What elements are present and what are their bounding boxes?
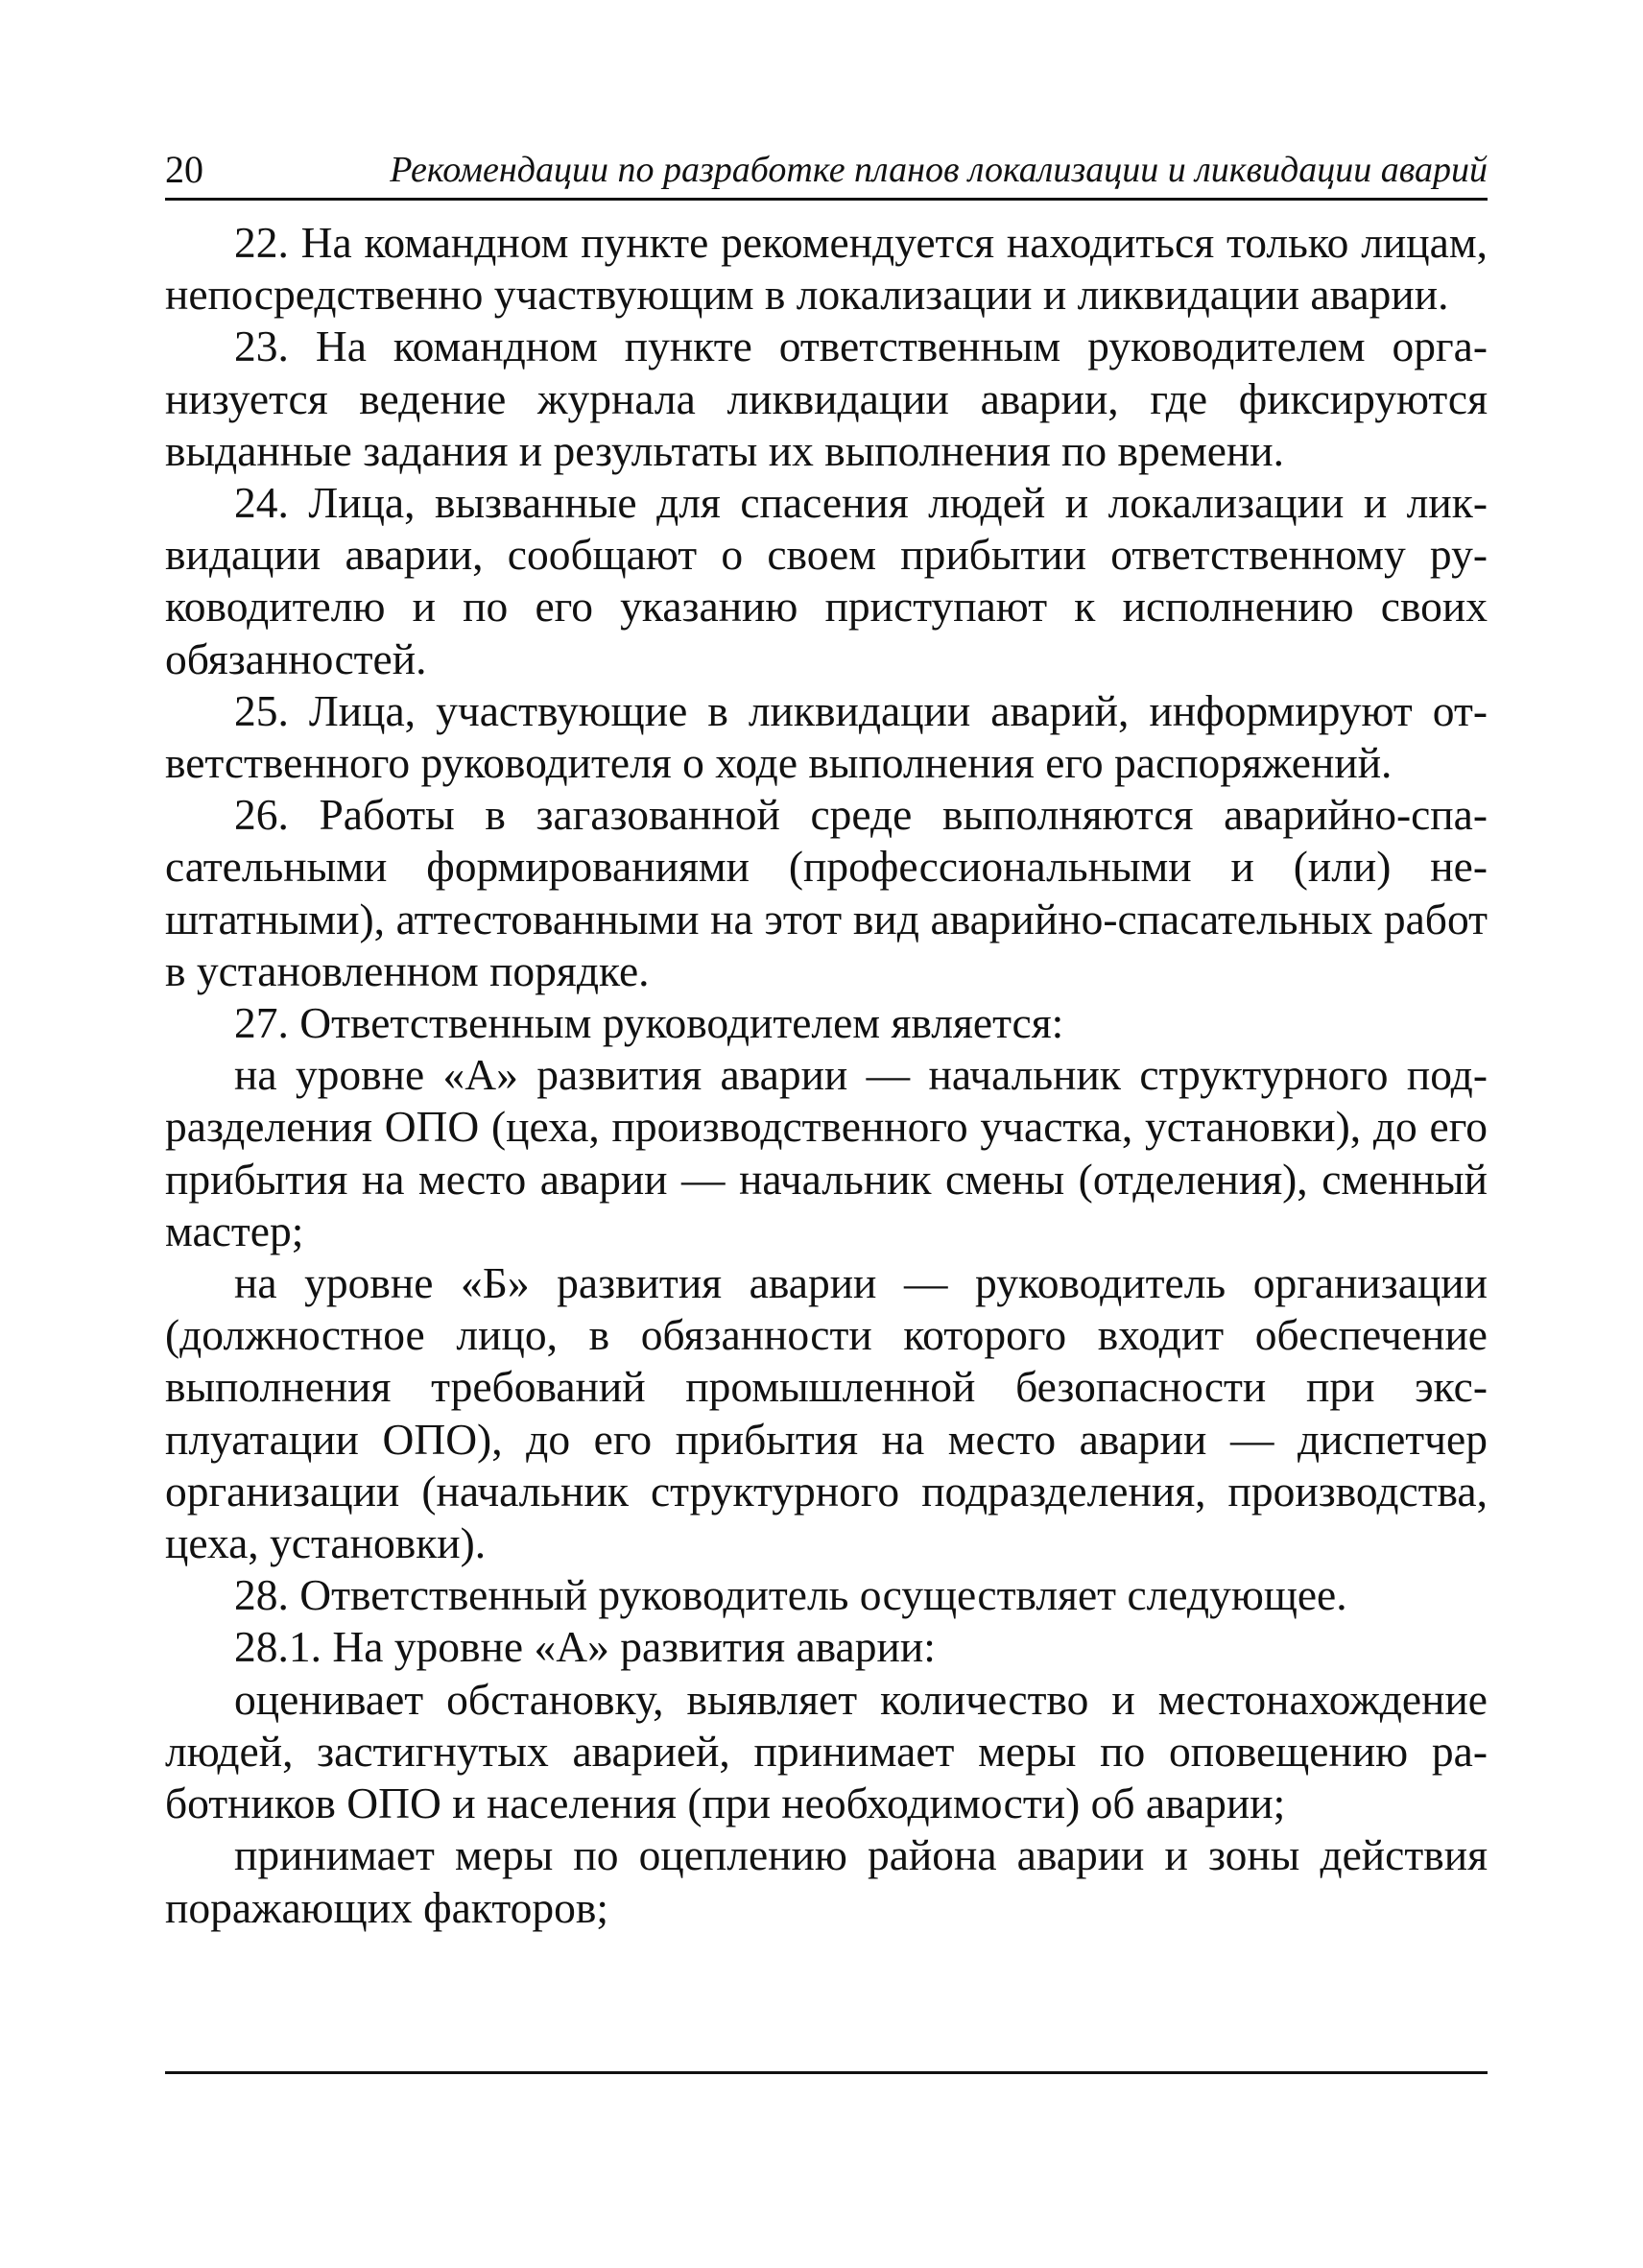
- paragraph-22: 22. На командном пункте рекомендуется находиться только лицам, непосредственно участвующим в локализации и ликвидации аварии.: [165, 218, 1488, 320]
- paragraph-28-1-item-1: оценивает обстановку, выявляет количество и местонахождение людей, застигнутых аварией, принимает меры по оповещению работников ОПО и населения (при необходимости) об аварии;: [165, 1674, 1488, 1828]
- paragraph-27-level-a: на уровне «А» развития аварии — начальник структурного подразделения ОПО (цеха, производственного участка, установки), до его прибытия на место аварии — начальник смены (отделения), сменный мастер;: [165, 1050, 1488, 1255]
- paragraph-28-1-item-2: принимает меры по оцеплению района аварии и зоны действия поражающих факторов;: [165, 1830, 1488, 1932]
- paragraph-27: 27. Ответственным руководителем является:: [234, 998, 1064, 1048]
- paragraph-24: 24. Лица, вызванные для спасения людей и локализации и ликвидации аварии, сообщают о своем прибытии ответственному руководителю и по его указанию приступают к исполнению своих обязанностей.: [165, 478, 1488, 683]
- paragraph-26: 26. Работы в загазованной среде выполняются аварийно-спасательными формированиями (профессиональными и (или) нештатными), аттестованными на этот вид аварийно-спасательных работ в установленном порядке.: [165, 790, 1488, 995]
- running-head: [165, 144, 1488, 201]
- paragraph-27-level-b: на уровне «Б» развития аварии — руководитель организации (должностное лицо, в обязанности которого входит обеспечение выполнения требований промышленной безопасности при эксплуатации ОПО), до его прибытия на место аварии — диспетчер организации (начальник структурного подразделения, производства, цеха, установки).: [165, 1258, 1488, 1568]
- paragraph-28-1: 28.1. На уровне «А» развития аварии:: [234, 1622, 936, 1672]
- bottom-rule: [165, 2071, 1488, 2074]
- page-number: 20: [165, 148, 203, 191]
- paragraph-25: 25. Лица, участвующие в ликвидации аварий, информируют ответственного руководителя о ходе выполнения его распоряжений.: [165, 685, 1488, 788]
- running-title: Рекомендации по разработке планов локализации и ликвидации аварий: [390, 150, 1488, 190]
- paragraph-23: 23. На командном пункте ответственным руководителем организуется ведение журнала ликвидации аварии, где фиксируются выданные задания и результаты их выполнения по времени.: [165, 322, 1488, 475]
- paragraph-28: 28. Ответственный руководитель осуществляет следующее.: [234, 1570, 1347, 1620]
- body-text: [165, 217, 1488, 1934]
